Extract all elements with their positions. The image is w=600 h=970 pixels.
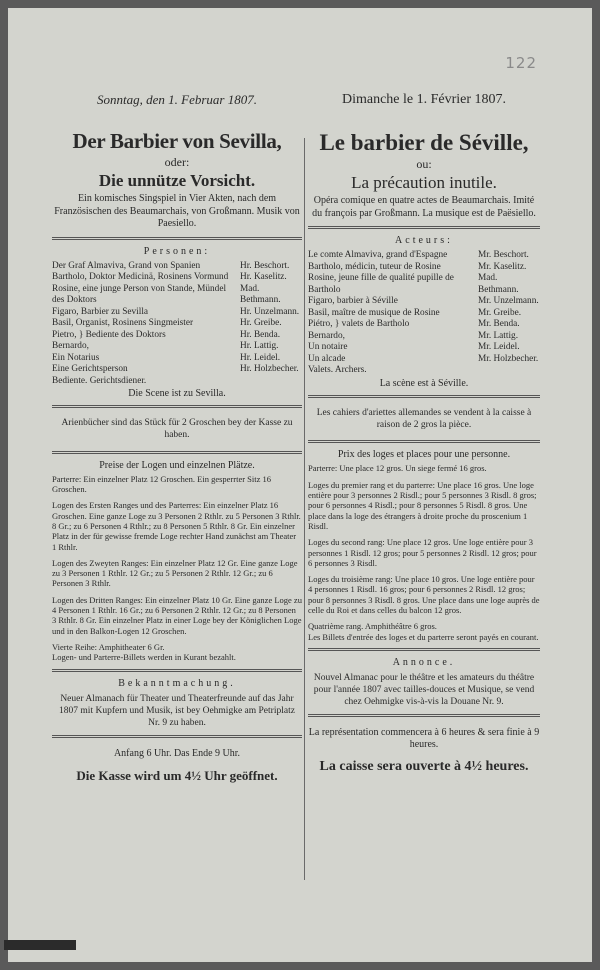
cast-actor: Mr. Kaselitz. [478,261,527,272]
cast-actor: Hr. Leidel. [240,352,281,363]
cast-actor: Mad. Bethmann. [478,273,519,295]
cast-role: Pietro, [52,329,77,340]
german-box-office: Die Kasse wird um 4½ Uhr geöffnet. [76,767,278,783]
cast-row [52,364,302,376]
cast-actor: Hr. Holzbecher. [240,364,299,375]
cast-row [52,307,302,319]
cast-row [308,273,540,296]
cast-role: Figaro, barbier à Séville [308,296,398,307]
page-number: 122 [505,54,537,72]
french-subtitle: La précaution inutile. [351,173,497,193]
cast-role: Bernardo, [308,330,345,341]
cast-role: Piétro, [308,319,333,330]
price-item: Loges du premier rang et du parterre: Une place 16 gros. Une loge entière pour 3 personnes 2 Risdl.; pour 5 personnes 3 Risdl. 8 gros; pour 6 personnes 4 Risdl.; pour 8 personnes 5 Risdl. 8 gros. Une place dans la loge des étrangers à droite proche du proscenium 1 Risdl. [308,479,537,531]
price-item: Vierte Reihe: Amphitheater 6 Gr. [52,641,165,652]
german-prices-heading: Preise der Logen und einzelnen Plätze. [99,459,255,471]
cast-row: Pietro, } Bediente des Doktors Hr. Benda. [52,330,302,342]
cast-role: Bartholo, Doktor Medicinä, Rosinens Vormund [52,272,229,283]
german-announcement-heading: Bekanntmachung. [118,677,236,689]
divider [308,226,540,229]
divider [308,714,540,717]
french-prices-heading: Prix des loges et places pour une personne. [337,449,511,461]
cast-actor: Mr. Beschort. [478,250,529,261]
cast-row [52,341,302,353]
cast-actor: Hr. Benda. [240,329,281,340]
german-cast-heading: Personen: [143,245,211,257]
cast-role: Un notaire [308,342,348,353]
german-subtitle: Die unnütze Vorsicht. [98,171,256,191]
cast-role: Basil, Organist, Rosinens Singmeister [52,318,194,329]
french-column [308,92,540,775]
german-description: Ein komisches Singspiel in Vier Akten, nach dem Französischen des Beaumarchais, von Großmann. Musik von Paesiello. [54,193,300,230]
cast-actor: Mr. Lattig. [478,330,519,341]
cast-actor: Hr. Lattig. [240,341,279,352]
divider [308,440,540,443]
divider [308,395,540,398]
german-start-time: Anfang 6 Uhr. Das Ende 9 Uhr. [113,747,241,759]
cast-row [308,262,540,274]
french-box-office: La caisse sera ouverte à 4½ heures. [319,758,529,774]
divider [308,648,540,651]
cast-actor: Hr. Unzelmann. [240,306,300,317]
cast-actor: Hr. Greibe. [240,318,282,329]
cast-role: Ein Notarius [52,352,100,363]
cast-row: Piétro, } valets de Bartholo Mr. Benda. [308,319,540,331]
cast-role: Eine Gerichtsperson [52,364,128,375]
cast-actor: Mr. Benda. [478,319,520,330]
cast-role: Der Graf Almaviva, Grand von Spanien [52,260,201,271]
french-description: Opéra comique en quatre actes de Beaumarchais. Imité du françois par Großmann. La musique est de Paësiello. [312,195,536,219]
cast-actor: Mr. Leidel. [478,342,520,353]
divider [52,405,302,408]
servants-bracket: Bediente des Doktors [85,329,166,340]
cast-row [52,272,302,284]
price-item: Logen des Ersten Ranges und des Parterres: Ein einzelner Platz 16 Groschen. Eine ganze Loge zu 3 Personen 2 Rthlr. zu 5 Personen 3 Rthlr. 8 Gr.; zu 6 Personen 4 Rthlr.; zu 8 Personen 5 Rthlr. 8 Gr. Ein einzelner Platz in der für gewisse fremde Loge rechter Hand zunächst am Theater 1 Rthlr. [52,500,301,552]
price-item: Logen- und Parterre-Billets werden in Kurant bezahlt. [52,652,236,663]
column-divider [304,138,305,880]
german-or: oder: [164,155,190,170]
cast-actor: Mad. Bethmann. [240,283,281,306]
cast-role: Rosine, jeune fille de qualité pupille de Bartholo [308,273,454,295]
cast-actor: Mr. Holzbecher. [478,353,539,364]
cast-row [308,308,540,320]
cast-row [52,284,302,307]
cast-actor: Mr. Unzelmann. [478,296,539,307]
price-item: Parterre: Une place 12 gros. Un siege fermé 16 gros. [308,463,487,474]
french-date: Dimanche le 1. Février 1807. [341,92,507,107]
price-item: Loges du second rang: Une place 12 gros. Une loge entière pour 3 personnes 1 Risdl. 12 gros; pour 5 personnes 2 Risdl. 12 gros; pour 6 personnes 3 Risdl. [308,537,537,568]
german-scene: Die Scene ist zu Sevilla. [128,388,226,400]
divider [52,237,302,240]
german-announcement: Neuer Almanach für Theater und Theaterfreunde auf das Jahr 1807 mit Kupfern und Musik, ist bey Oehmigke am Petriplatz Nr. 9 zu haben. [59,693,295,728]
cast-role: Le comte Almaviva, grand d'Espagne [308,250,448,261]
cast-actor: Hr. Kaselitz. [240,272,287,283]
cast-extras: Bediente. Gerichtsdiener. [52,375,147,386]
cast-extras: Valets. Archers. [308,365,367,376]
cast-row [52,261,302,273]
french-start-time: La représentation commencera à 6 heures & sera finie à 9 heures. [308,726,540,750]
german-title: Der Barbier von Sevilla, [72,129,282,153]
cast-role: Bartholo, médicin, tuteur de Rosine [308,261,441,272]
playbill-sheet [8,8,592,962]
french-cast-list [308,250,540,377]
french-scene: La scène est à Séville. [379,377,469,389]
price-item: Logen des Zweyten Ranges: Ein einzelner Platz 12 Gr. Eine ganze Loge zu 3 Personen 1 Rthlr. 12 Gr.; zu 5 Personen 2 Rthlr. 12 Gr.; zu 6 Personen 3 Rthlr. [52,557,298,589]
divider [52,669,302,672]
price-item: Les Billets d'entrée des loges et du parterre seront payés en courant. [308,631,539,642]
french-libretto-note: Les cahiers d'ariettes allemandes se vendent à la caisse à raison de 2 gros la pièce. [316,407,532,431]
cast-role: Rosine, eine junge Person von Stande, Mündel des Doktors [52,283,227,306]
french-title: Le barbier de Séville, [319,130,529,155]
cast-role: Figaro, Barbier zu Sevilla [52,306,149,317]
price-item: Parterre: Ein einzelner Platz 12 Groschen. Ein gesperrter Sitz 16 Groschen. [52,473,272,495]
cast-row [52,318,302,330]
cast-row [308,342,540,354]
cast-actor: Mr. Greibe. [478,307,522,318]
price-item: Logen des Dritten Ranges: Ein einzelner Platz 10 Gr. Eine ganze Loge zu 4 Personen 1 Rthlr. 16 Gr.; zu 6 Personen 2 Rthlr. 12 Gr.; zu 8 Personen 3 Rthlr. 8 Gr. Ein einzelner Platz in einer Loge bey der Königlichen Loge und in den Balkon-Logen 12 Groschen. [52,594,302,636]
cast-row [308,354,540,366]
cast-role: Bernardo, [52,341,89,352]
divider [52,451,302,454]
french-or: ou: [416,157,432,172]
cast-row [308,331,540,343]
cast-actor: Hr. Beschort. [240,260,290,271]
price-item: Quatrième rang. Amphithéâtre 6 gros. [308,621,437,632]
german-libretto-note: Arienbücher sind das Stück für 2 Groschen bey der Kasse zu haben. [61,418,293,441]
cast-row [52,353,302,365]
cast-role: Basil, maître de musique de Rosine [308,307,440,318]
french-announcement: Nouvel Almanac pour le théâtre et les amateurs du théâtre pour l'année 1807 avec tailles-douces et Musique, se vend chez Oehmigke vis-à-vis la Douane Nr. 9. [313,672,535,707]
price-item: Loges du troisième rang: Une place 10 gros. Une loge entière pour 4 personnes 1 Risdl. 16 gros; pour 6 personnes 2 Risdl. 12 gros; pour 8 personnes 3 Risdl. 8 gros. Une place dans une loge auprès de celle du Roi et dans celles du balcon 12 gros. [308,574,540,616]
cast-row [308,250,540,262]
german-column [52,92,302,784]
german-date: Sonntag, den 1. Februar 1807. [97,92,257,107]
german-cast-list [52,261,302,388]
archive-stamp [4,940,76,950]
cast-role: Un alcade [308,353,346,364]
french-cast-heading: Acteurs: [395,235,453,247]
servants-bracket: valets de Bartholo [341,319,410,330]
french-announcement-heading: Annonce. [392,656,456,668]
cast-row [308,296,540,308]
divider [52,735,302,738]
